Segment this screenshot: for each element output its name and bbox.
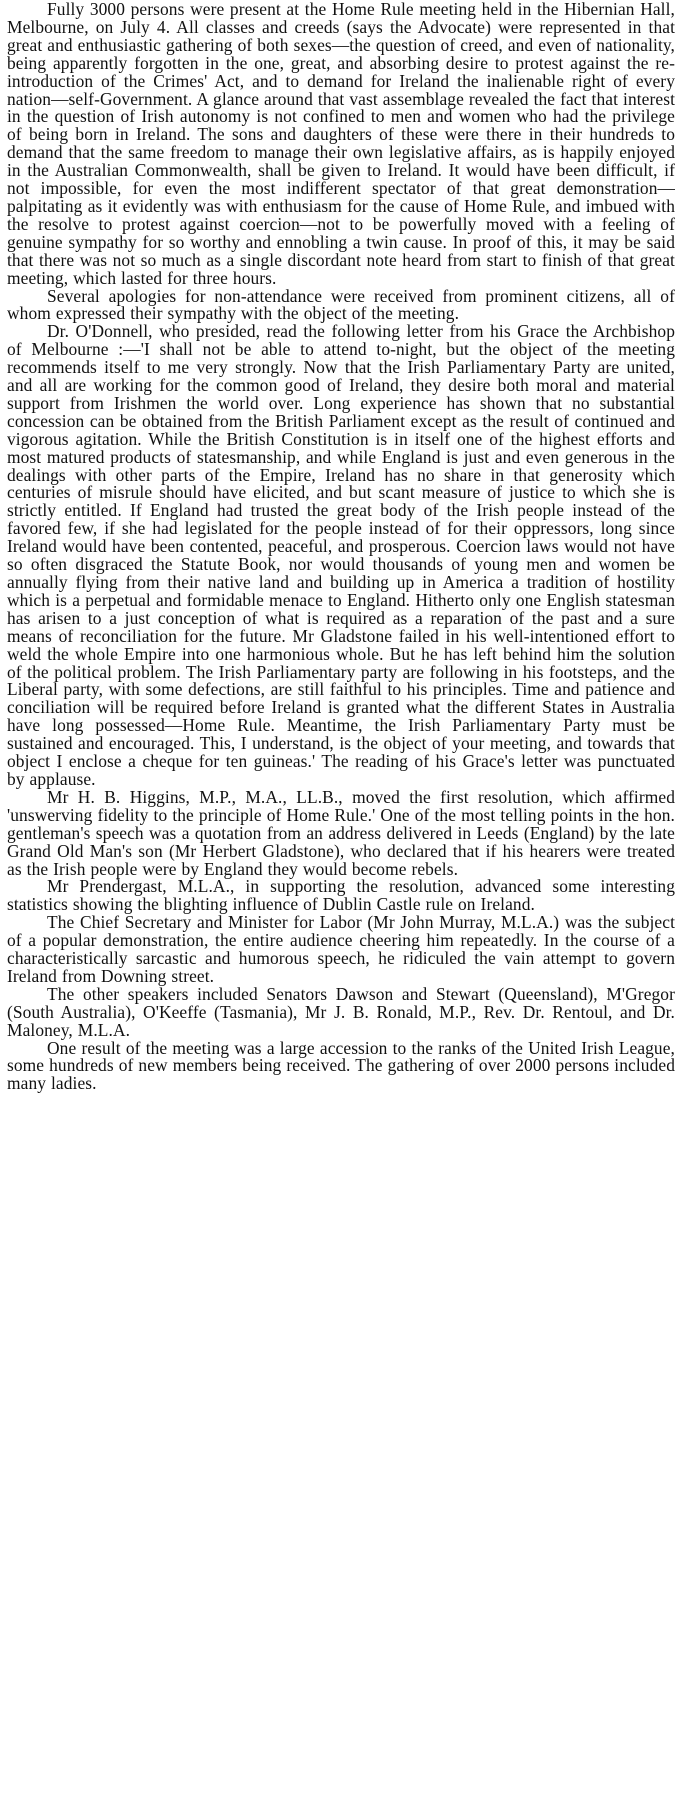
paragraph-meeting-result: One result of the meeting was a large accession to the ranks of the United Irish League, some hundreds of new members being received. The gathering of over 2000 persons included many ladies.: [7, 1037, 675, 1094]
paragraph-higgins-resolution: Mr H. B. Higgins, M.P., M.A., LL.B., moved the first resolution, which affirmed 'unswerving fidelity to the principle of Home Rule.' One of the most telling points in the hon. gentleman's speech was a quotation from an address delivered in Leeds (England) by the late Grand Old Man's son (Mr Herbert Gladstone), who declared that if his hearers were treated as the Irish people were by England they would become rebels.: [7, 786, 675, 879]
article-body: [7, 0, 675, 1093]
paragraph-prendergast: Mr Prendergast, M.L.A., in supporting the resolution, advanced some interesting statistics showing the blighting influence of Dublin Castle rule on Ireland.: [7, 876, 675, 915]
paragraph-apologies: Several apologies for non-attendance were received from prominent citizens, all of whom expressed their sympathy with the object of the meeting.: [7, 285, 675, 324]
paragraph-home-rule-meeting: Fully 3000 persons were present at the Home Rule meeting held in the Hibernian Hall, Melbourne, on July 4. All classes and creeds (says the Advocate) were represented in that great and enthusiastic gathering of both sexes—the question of creed, and even of nationality, being apparently forgotten in the one, great, and absorbing desire to protest against the re-introduction of the Crimes' Act, and to demand for Ireland the inalienable right of every nation—self-Government. A glance around that vast assemblage revealed the fact that interest in the question of Irish autonomy is not confined to men and women who had the privilege of being born in Ireland. The sons and daughters of these were there in their hundreds to demand that the same freedom to manage their own legislative affairs, as is happily enjoyed in the Australian Commonwealth, shall be given to Ireland. It would have been difficult, if not impossible, for even the most indifferent spectator of that great demonstration—palpitating as it evidently was with enthusiasm for the cause of Home Rule, and imbued with the resolve to protest against coercion—not to be powerfully moved with a feeling of genuine sympathy for so worthy and ennobling a twin cause. In proof of this, it may be said that there was not so much as a single discordant note heard from start to finish of that great meeting, which lasted for three hours.: [7, 0, 675, 288]
paragraph-archbishop-letter: Dr. O'Donnell, who presided, read the following letter from his Grace the Archbishop of Melbourne :—'I shall not be able to attend to-night, but the object of the meeting recommends itself to me very strongly. Now that the Irish Parliamentary Party are united, and all are working for the common good of Ireland, they desire both moral and material support from Irishmen the world over. Long experience has shown that no substantial concession can be obtained from the British Parliament except as the result of continued and vigorous agitation. While the British Constitution is in itself one of the highest efforts and most matured products of statesmanship, and while England is just and even generous in the dealings with other parts of the Empire, Ireland has no share in that generosity which centuries of misrule should have elicited, and but scant measure of justice to which she is strictly entitled. If England had trusted the great body of the Irish people instead of the favored few, if she had legislated for the people instead of for their oppressors, long since Ireland would have been contented, peaceful, and prosperous. Coercion laws would not have so often disgraced the Statute Book, nor would thousands of young men and women be annually flying from their native land and building up in America a tradition of hostility which is a perpetual and formidable menace to England. Hitherto only one English statesman has arisen to a just conception of what is required as a reparation of the past and a sure means of reconciliation for the future. Mr Gladstone failed in his well-intentioned effort to weld the whole Empire into one harmonious whole. But he has left behind him the solution of the political problem. The Irish Parliamentary party are following in his footsteps, and the Liberal party, with some defections, are still faithful to his principles. Time and patience and conciliation will be required before Ireland is granted what the different States in Australia have long possessed—Home Rule. Meantime, the Irish Parliamentary Party must be sustained and encouraged. This, I understand, is the object of your meeting, and towards that object I enclose a cheque for ten guineas.' The reading of his Grace's letter was punctuated by applause.: [7, 321, 675, 789]
paragraph-other-speakers: The other speakers included Senators Dawson and Stewart (Queensland), M'Gregor (South Australia), O'Keeffe (Tasmania), Mr J. B. Ronald, M.P., Rev. Dr. Rentoul, and Dr. Maloney, M.L.A.: [7, 983, 675, 1040]
paragraph-chief-secretary: The Chief Secretary and Minister for Labor (Mr John Murray, M.L.A.) was the subject of a popular demonstration, the entire audience cheering him repeatedly. In the course of a characteristically sarcastic and humorous speech, he ridiculed the vain attempt to govern Ireland from Downing street.: [7, 912, 675, 986]
